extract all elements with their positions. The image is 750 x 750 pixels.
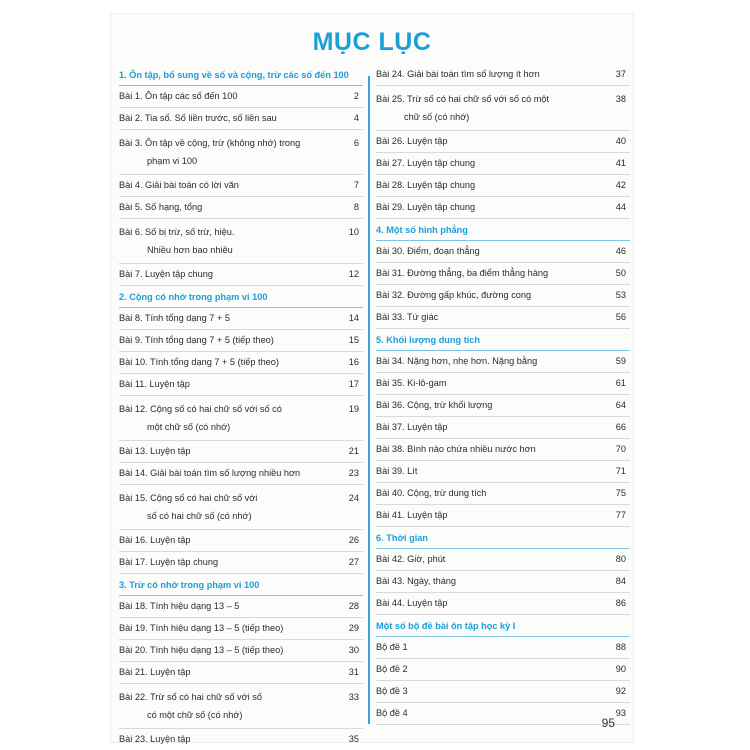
toc-entry: [119, 666, 363, 684]
toc-entry-page: 2: [353, 91, 359, 101]
toc-entry-title: [376, 553, 449, 566]
toc-entry: [376, 597, 630, 615]
toc-entry: [376, 685, 630, 703]
toc-entry: [119, 268, 363, 286]
toc-entry-title-line: Bài 37. Luyện tập: [376, 422, 448, 432]
toc-entry-page: 80: [615, 554, 626, 564]
toc-entry-title-line: Bài 12. Cộng số có hai chữ số với số có: [119, 404, 282, 414]
toc-entry: [376, 179, 630, 197]
toc-entry-title: [119, 201, 206, 214]
toc-entry-title-line: Bài 43. Ngày, tháng: [376, 576, 457, 586]
toc-entry-page: 37: [615, 69, 626, 79]
toc-entry-title: [119, 312, 234, 325]
toc-entry-title: [119, 356, 283, 369]
toc-entry-title-continuation: Nhiều hơn bao nhiêu: [147, 245, 233, 255]
toc-entry-title-line: Bài 19. Tính hiệu dạng 13 – 5 (tiếp theo): [119, 623, 284, 633]
toc-entry-title: [376, 201, 479, 214]
toc-entry-title-line: Bài 32. Đường gấp khúc, đường cong: [376, 290, 532, 300]
toc-entry-title: [119, 622, 287, 635]
toc-entry-title-line: Bài 4. Giải bài toán có lời văn: [119, 180, 239, 190]
toc-entry: [376, 553, 630, 571]
toc-entry: [376, 509, 630, 527]
toc-entry: [119, 334, 363, 352]
toc-entry: [376, 641, 630, 659]
toc-entry-page: 66: [615, 422, 626, 432]
toc-entry-title-line: Bài 9. Tính tổng dạng 7 + 5 (tiếp theo): [119, 335, 274, 345]
toc-entry-page: 44: [615, 202, 626, 212]
toc-entry: [119, 467, 363, 485]
toc-entry-title-line: Bài 17. Luyện tập chung: [119, 557, 219, 567]
toc-entry-title: [376, 399, 496, 412]
toc-entry-page: 6: [353, 138, 359, 148]
toc-entry-page: 61: [615, 378, 626, 388]
toc-entry-page: 7: [353, 180, 359, 190]
toc-entry-page: 86: [615, 598, 626, 608]
toc-entry-title: [376, 135, 452, 148]
toc-entry-page: 88: [615, 642, 626, 652]
toc-entry-title-line: Bài 16. Luyện tập: [119, 535, 191, 545]
toc-entry-page: 93: [615, 708, 626, 718]
toc-entry-title-line: Bài 31. Đường thẳng, ba điểm thẳng hàng: [376, 268, 549, 278]
toc-entry-title: [376, 487, 490, 500]
toc-entry-title-line: Bài 41. Luyện tập: [376, 510, 448, 520]
toc-entry-page: 53: [615, 290, 626, 300]
toc-entry-title: [376, 707, 412, 720]
toc-entry: [376, 575, 630, 593]
toc-entry: [119, 600, 363, 618]
toc-entry-page: 12: [348, 269, 359, 279]
toc-entry-title: [119, 600, 243, 613]
toc-section-heading: 4. Một số hình phẳng: [376, 223, 630, 241]
toc-entry-page: 59: [615, 356, 626, 366]
column-divider: [368, 76, 370, 724]
toc-entry-page: 38: [615, 94, 626, 104]
toc-entry-title: [376, 267, 552, 280]
toc-entry-page: 19: [348, 404, 359, 414]
toc-entry-title: [119, 733, 195, 746]
toc-entry: [119, 534, 363, 552]
toc-entry: [119, 688, 363, 729]
toc-entry-title: [119, 90, 242, 103]
toc-entry-title-continuation: một chữ số (có nhớ): [147, 422, 231, 432]
toc-entry-title: [376, 245, 484, 258]
toc-entry-title-line: Bài 21. Luyện tập: [119, 667, 191, 677]
toc-entry: [119, 622, 363, 640]
toc-entry-title: [119, 334, 278, 347]
toc-right-column: [376, 68, 630, 729]
toc-entry-title-line: Bài 25. Trừ số có hai chữ số với số có một: [376, 94, 550, 104]
toc-entry-title: [376, 663, 412, 676]
toc-entry: [376, 399, 630, 417]
toc-entry-title-line: Bài 42. Giờ, phút: [376, 554, 446, 564]
toc-entry-title-line: Bài 44. Luyện tập: [376, 598, 448, 608]
toc-entry-title: [119, 445, 195, 458]
toc-entry-title: [119, 223, 238, 259]
toc-entry-page: 92: [615, 686, 626, 696]
toc-entry-page: 16: [348, 357, 359, 367]
toc-section-heading: 2. Cộng có nhớ trong phạm vi 100: [119, 290, 363, 308]
toc-entry-title-line: Bài 33. Tứ giác: [376, 312, 439, 322]
toc-entry: [376, 663, 630, 681]
toc-entry: [119, 223, 363, 264]
toc-entry-page: 33: [348, 692, 359, 702]
toc-entry-title-line: Bài 40. Cộng, trừ dung tích: [376, 488, 487, 498]
toc-entry-title: [119, 112, 281, 125]
toc-entry-title: [376, 157, 479, 170]
toc-entry-title: [119, 467, 304, 480]
toc-entry-title-line: Bài 26. Luyện tập: [376, 136, 448, 146]
toc-entry-title-line: Bài 7. Luyện tập chung: [119, 269, 213, 279]
toc-entry-title: [376, 355, 541, 368]
toc-entry: [119, 312, 363, 330]
toc-entry: [119, 112, 363, 130]
toc-entry: [119, 644, 363, 662]
toc-entry-title-line: Bộ đề 4: [376, 708, 408, 718]
toc-entry-title: [119, 688, 266, 724]
toc-entry: [119, 556, 363, 574]
toc-section-heading: 1. Ôn tập, bổ sung về số và cộng, trừ các số đến 100: [119, 68, 363, 86]
toc-entry-title: [376, 421, 452, 434]
toc-entry-title: [376, 465, 421, 478]
toc-left-column: [119, 68, 363, 750]
toc-entry-title: [376, 509, 452, 522]
toc-entry: [119, 201, 363, 219]
toc-entry-title: [376, 90, 553, 126]
toc-entry-title-line: Bài 5. Số hạng, tổng: [119, 202, 203, 212]
toc-entry: [119, 445, 363, 463]
page-title: MỤC LỤC: [312, 28, 432, 56]
toc-entry-page: 90: [615, 664, 626, 674]
toc-entry-title-line: Bài 24. Giải bài toán tìm số lượng ít hơn: [376, 69, 540, 79]
toc-entry: [376, 245, 630, 263]
toc-entry-title-line: Bài 6. Số bị trừ, số trừ, hiệu.: [119, 227, 235, 237]
toc-entry: [119, 733, 363, 750]
toc-entry-title-continuation: số có hai chữ số (có nhớ): [147, 511, 252, 521]
toc-entry-title-line: Bài 11. Luyện tập: [119, 379, 190, 389]
toc-entry-title: [119, 378, 194, 391]
toc-entry-page: 8: [353, 202, 359, 212]
toc-entry-title: [119, 489, 261, 525]
toc-entry: [119, 400, 363, 441]
toc-entry: [376, 90, 630, 131]
toc-entry-title: [119, 400, 286, 436]
toc-entry-title: [376, 311, 442, 324]
toc-entry-title: [376, 179, 479, 192]
toc-entry: [376, 707, 630, 725]
toc-entry-title-line: Bài 30. Điểm, đoạn thẳng: [376, 246, 480, 256]
toc-entry-title: [119, 179, 243, 192]
toc-entry-title: [119, 134, 304, 170]
toc-entry-title-line: Bài 23. Luyện tập: [119, 734, 191, 744]
toc-entry-page: 14: [348, 313, 359, 323]
toc-entry-page: 21: [348, 446, 359, 456]
toc-entry: [119, 134, 363, 175]
toc-entry-page: 15: [348, 335, 359, 345]
toc-entry: [376, 443, 630, 461]
toc-entry-page: 77: [615, 510, 626, 520]
toc-section-heading: 3. Trừ có nhớ trong phạm vi 100: [119, 578, 363, 596]
toc-entry-title-line: Bộ đề 3: [376, 686, 408, 696]
toc-entry-title: [376, 575, 460, 588]
toc-entry-title-line: Bộ đề 1: [376, 642, 408, 652]
toc-entry-title: [119, 666, 195, 679]
toc-entry: [119, 489, 363, 530]
toc-entry-page: 24: [348, 493, 359, 503]
toc-entry-title: [376, 377, 450, 390]
toc-entry-title-line: Bài 13. Luyện tập: [119, 446, 191, 456]
toc-entry-title-line: Bài 8. Tính tổng dạng 7 + 5: [119, 313, 230, 323]
toc-entry-page: 4: [353, 113, 359, 123]
toc-entry-title-line: Bộ đề 2: [376, 664, 408, 674]
toc-entry: [376, 311, 630, 329]
toc-entry-page: 40: [615, 136, 626, 146]
toc-entry-page: 27: [348, 557, 359, 567]
toc-entry: [376, 355, 630, 373]
toc-entry-page: 17: [348, 379, 359, 389]
toc-entry: [119, 378, 363, 396]
toc-entry-title: [119, 644, 287, 657]
toc-entry-page: 64: [615, 400, 626, 410]
toc-entry-title-line: Bài 22. Trừ số có hai chữ số với số: [119, 692, 262, 702]
toc-entry-title: [376, 68, 544, 81]
toc-entry: [376, 68, 630, 86]
toc-entry-title: [119, 268, 217, 281]
toc-entry: [119, 90, 363, 108]
toc-entry-title: [119, 534, 195, 547]
toc-entry-title-line: Bài 18. Tính hiệu dạng 13 – 5: [119, 601, 240, 611]
toc-entry-title: [376, 443, 540, 456]
toc-entry: [119, 356, 363, 374]
toc-entry-page: 46: [615, 246, 626, 256]
toc-entry-page: 70: [615, 444, 626, 454]
toc-entry: [376, 267, 630, 285]
toc-entry-page: 56: [615, 312, 626, 322]
toc-entry: [376, 157, 630, 175]
toc-entry-page: 41: [615, 158, 626, 168]
book-page: [111, 14, 633, 742]
toc-entry: [376, 135, 630, 153]
toc-entry-page: 31: [348, 667, 359, 677]
toc-entry-page: 28: [348, 601, 359, 611]
toc-entry-title-line: Bài 38. Bình nào chứa nhiều nước hơn: [376, 444, 536, 454]
toc-entry: [376, 377, 630, 395]
toc-entry-page: 84: [615, 576, 626, 586]
toc-entry-title: [376, 597, 452, 610]
toc-entry-title: [376, 641, 412, 654]
toc-entry: [376, 465, 630, 483]
toc-entry-title-line: Bài 39. Lít: [376, 466, 418, 476]
toc-entry-page: 42: [615, 180, 626, 190]
toc-entry-page: 35: [348, 734, 359, 744]
toc-entry-title-line: Bài 34. Nặng hơn, nhẹ hơn. Nặng bằng: [376, 356, 538, 366]
toc-entry-title-line: Bài 3. Ôn tập về cộng, trừ (không nhớ) trong: [119, 138, 301, 148]
toc-entry-title-line: Bài 28. Luyện tập chung: [376, 180, 476, 190]
toc-entry: [376, 289, 630, 307]
toc-entry-title-line: Bài 35. Ki-lô-gam: [376, 378, 447, 388]
toc-entry-title-line: Bài 10. Tính tổng dạng 7 + 5 (tiếp theo): [119, 357, 279, 367]
toc-entry-title-line: Bài 36. Cộng, trừ khối lượng: [376, 400, 493, 410]
toc-entry-page: 30: [348, 645, 359, 655]
toc-entry-title-continuation: có một chữ số (có nhớ): [147, 710, 243, 720]
toc-entry-title: [376, 289, 535, 302]
toc-entry-title-line: Bài 14. Giải bài toán tìm số lượng nhiều hơn: [119, 468, 301, 478]
toc-entry: [376, 487, 630, 505]
toc-entry-page: 71: [615, 466, 626, 476]
toc-entry-title-line: Bài 15. Cộng số có hai chữ số với: [119, 493, 258, 503]
toc-section-heading: Một số bộ đề bài ôn tập học kỳ I: [376, 619, 630, 637]
toc-entry-title-continuation: phạm vi 100: [147, 156, 198, 166]
toc-entry: [376, 421, 630, 439]
toc-entry-page: 50: [615, 268, 626, 278]
toc-entry-title-continuation: chữ số (có nhớ): [404, 112, 470, 122]
toc-entry: [376, 201, 630, 219]
toc-section-heading: 6. Thời gian: [376, 531, 630, 549]
page-number: 95: [601, 716, 615, 730]
toc-section-heading: 5. Khối lượng dung tích: [376, 333, 630, 351]
toc-entry-title-line: Bài 20. Tính hiệu dạng 13 – 5 (tiếp theo): [119, 645, 284, 655]
toc-entry-title-line: Bài 1. Ôn tập các số đến 100: [119, 91, 238, 101]
toc-entry-title-line: Bài 2. Tia số. Số liền trước, số liền sau: [119, 113, 277, 123]
toc-entry-page: 10: [348, 227, 359, 237]
toc-entry-title-line: Bài 27. Luyện tập chung: [376, 158, 476, 168]
toc-entry-page: 29: [348, 623, 359, 633]
toc-entry-title: [119, 556, 222, 569]
toc-entry-title-line: Bài 29. Luyện tập chung: [376, 202, 476, 212]
toc-entry-page: 23: [348, 468, 359, 478]
toc-entry-page: 75: [615, 488, 626, 498]
toc-entry: [119, 179, 363, 197]
toc-entry-title: [376, 685, 412, 698]
toc-entry-page: 26: [348, 535, 359, 545]
